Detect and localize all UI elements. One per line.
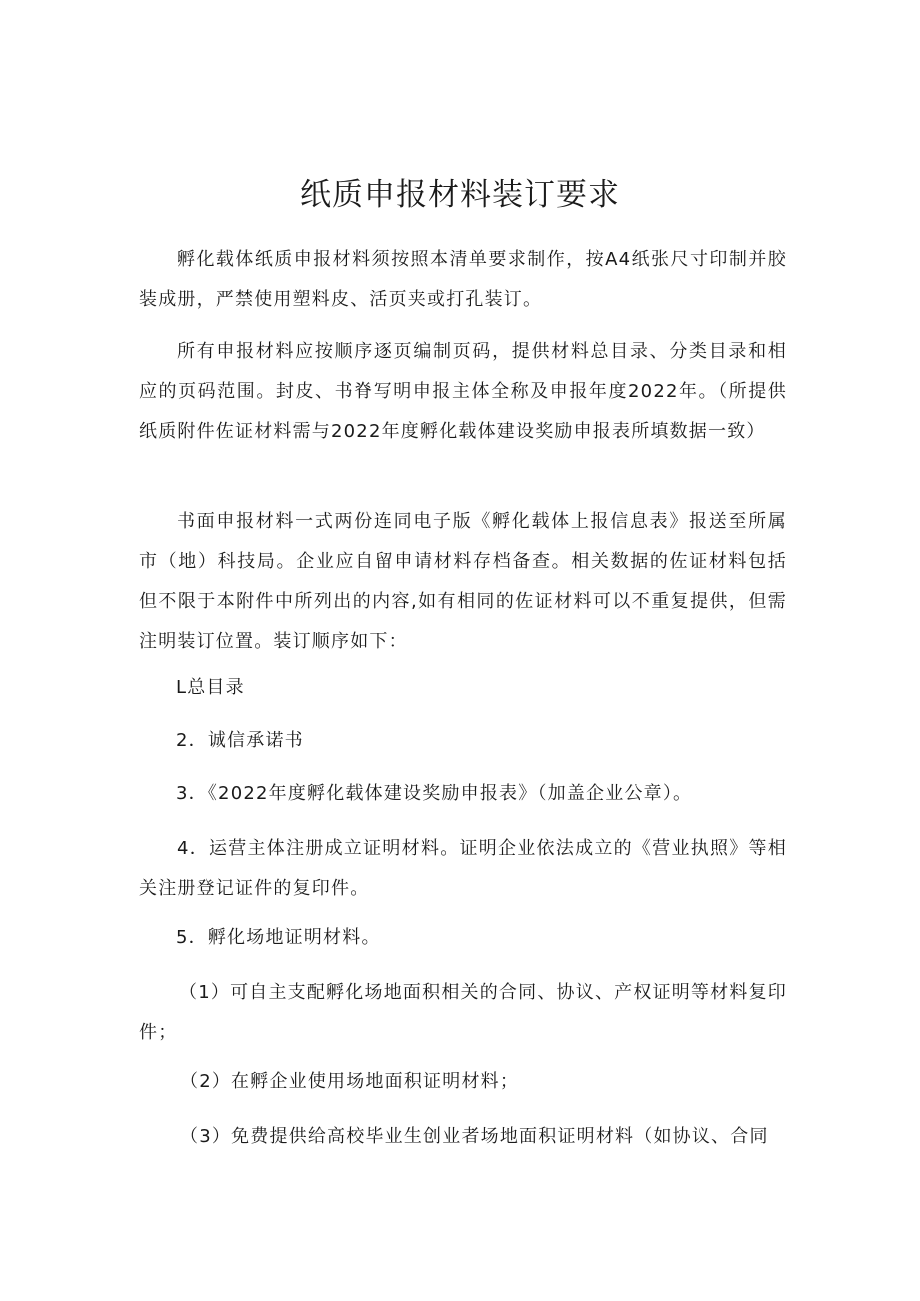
list-item-venue-proof: 5．孵化场地证明材料。: [176, 927, 381, 948]
list-item-registration-proof: 4．运营主体注册成立证明材料。证明企业依法成立的《营业执照》等相关注册登记证件的复印件。: [139, 838, 787, 899]
paragraph-binding-format: 孵化载体纸质申报材料须按照本清单要求制作，按A4纸张尺寸印制并胶装成册，严禁使用塑料皮、活页夹或打孔装订。: [139, 249, 787, 310]
list-subitem-incubated-area: （2）在孵企业使用场地面积证明材料；: [180, 1071, 520, 1092]
list-item-general-catalog: L总目录: [176, 677, 245, 698]
page-title: 纸质申报材料装订要求: [300, 177, 620, 213]
list-subitem-free-area: （3）免费提供给高校毕业生创业者场地面积证明材料（如协议、合同: [180, 1126, 769, 1147]
paragraph-submission: 书面申报材料一式两份连同电子版《孵化载体上报信息表》报送至所属市（地）科技局。企业应自留申请材料存档备查。相关数据的佐证材料包括但不限于本附件中所列出的内容,如有相同的佐证材料可以不重复提供，但需注明装订位置。装订顺序如下：: [139, 511, 787, 652]
paragraph-page-numbering: 所有申报材料应按顺序逐页编制页码，提供材料总目录、分类目录和相应的页码范围。封皮、书脊写明申报主体全称及申报年度2022年。（所提供纸质附件佐证材料需与2022年度孵化载体建设奖励申报表所填数据一致）: [139, 341, 787, 442]
list-subitem-venue-contracts: （1）可自主支配孵化场地面积相关的合同、协议、产权证明等材料复印件；: [139, 982, 787, 1043]
list-item-integrity-pledge: 2．诚信承诺书: [176, 730, 304, 751]
list-item-application-form: 3．《2022年度孵化载体建设奖励申报表》（加盖企业公章）。: [176, 783, 693, 804]
